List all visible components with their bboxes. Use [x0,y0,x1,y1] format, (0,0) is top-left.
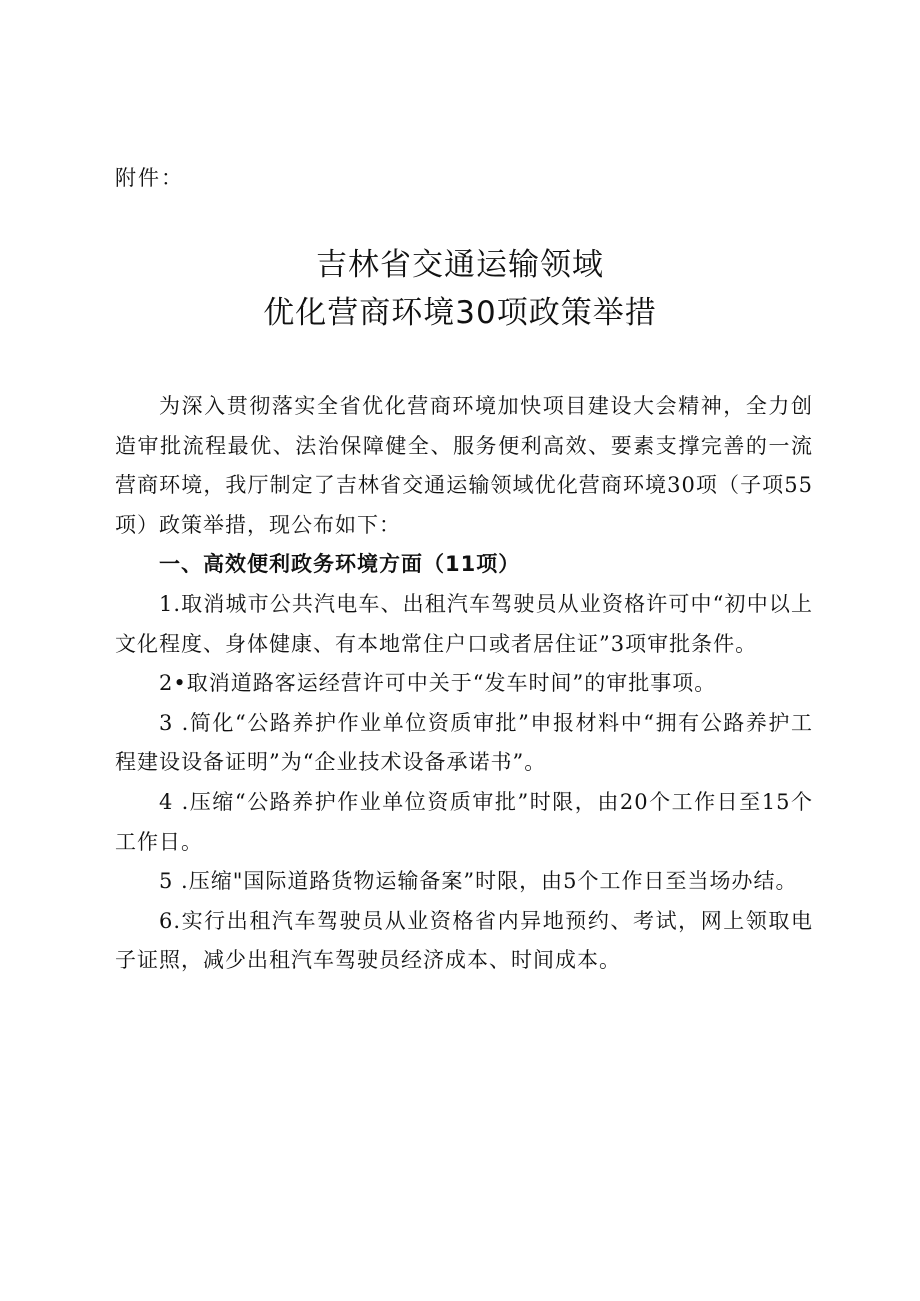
document-title-line-1: 吉林省交通运输领域 [316,247,604,283]
policy-item-3: 3 .简化“公路养护作业单位资质审批”申报材料中“拥有公路养护工程建设设备证明”为“企业技术设备承诺书”。 [115,710,813,775]
policy-item-4: 4 .压缩“公路养护作业单位资质审批”时限，由20个工作日至15个工作日。 [115,789,813,854]
intro-paragraph: 为深入贯彻落实全省优化营商环境加快项目建设大会精神，全力创造审批流程最优、法治保障健全、服务便利高效、要素支撑完善的一流营商环境，我厅制定了吉林省交通运输领域优化营商环境30项（子项55项）政策举措，现公布如下： [115,394,813,537]
attachment-label: 附件： [115,166,184,190]
section-heading: 一、高效便利政务环境方面（11项） [159,552,521,577]
policy-item-6: 6.实行出租汽车驾驶员从业资格省内异地预约、考试，网上领取电子证照，减少出租汽车驾驶员经济成本、时间成本。 [115,908,813,973]
policy-item-2: 2•取消道路客运经营许可中关于“发车时间”的审批事项。 [159,671,717,696]
policy-item-5: 5 .压缩"国际道路货物运输备案”时限，由5个工作日至当场办结。 [159,869,798,894]
policy-item-1: 1.取消城市公共汽电车、出租汽车驾驶员从业资格许可中“初中以上文化程度、身体健康、有本地常住户口或者居住证”3项审批条件。 [115,591,813,656]
document-title-line-2: 优化营商环境30项政策举措 [263,295,657,331]
document-body [115,387,813,981]
